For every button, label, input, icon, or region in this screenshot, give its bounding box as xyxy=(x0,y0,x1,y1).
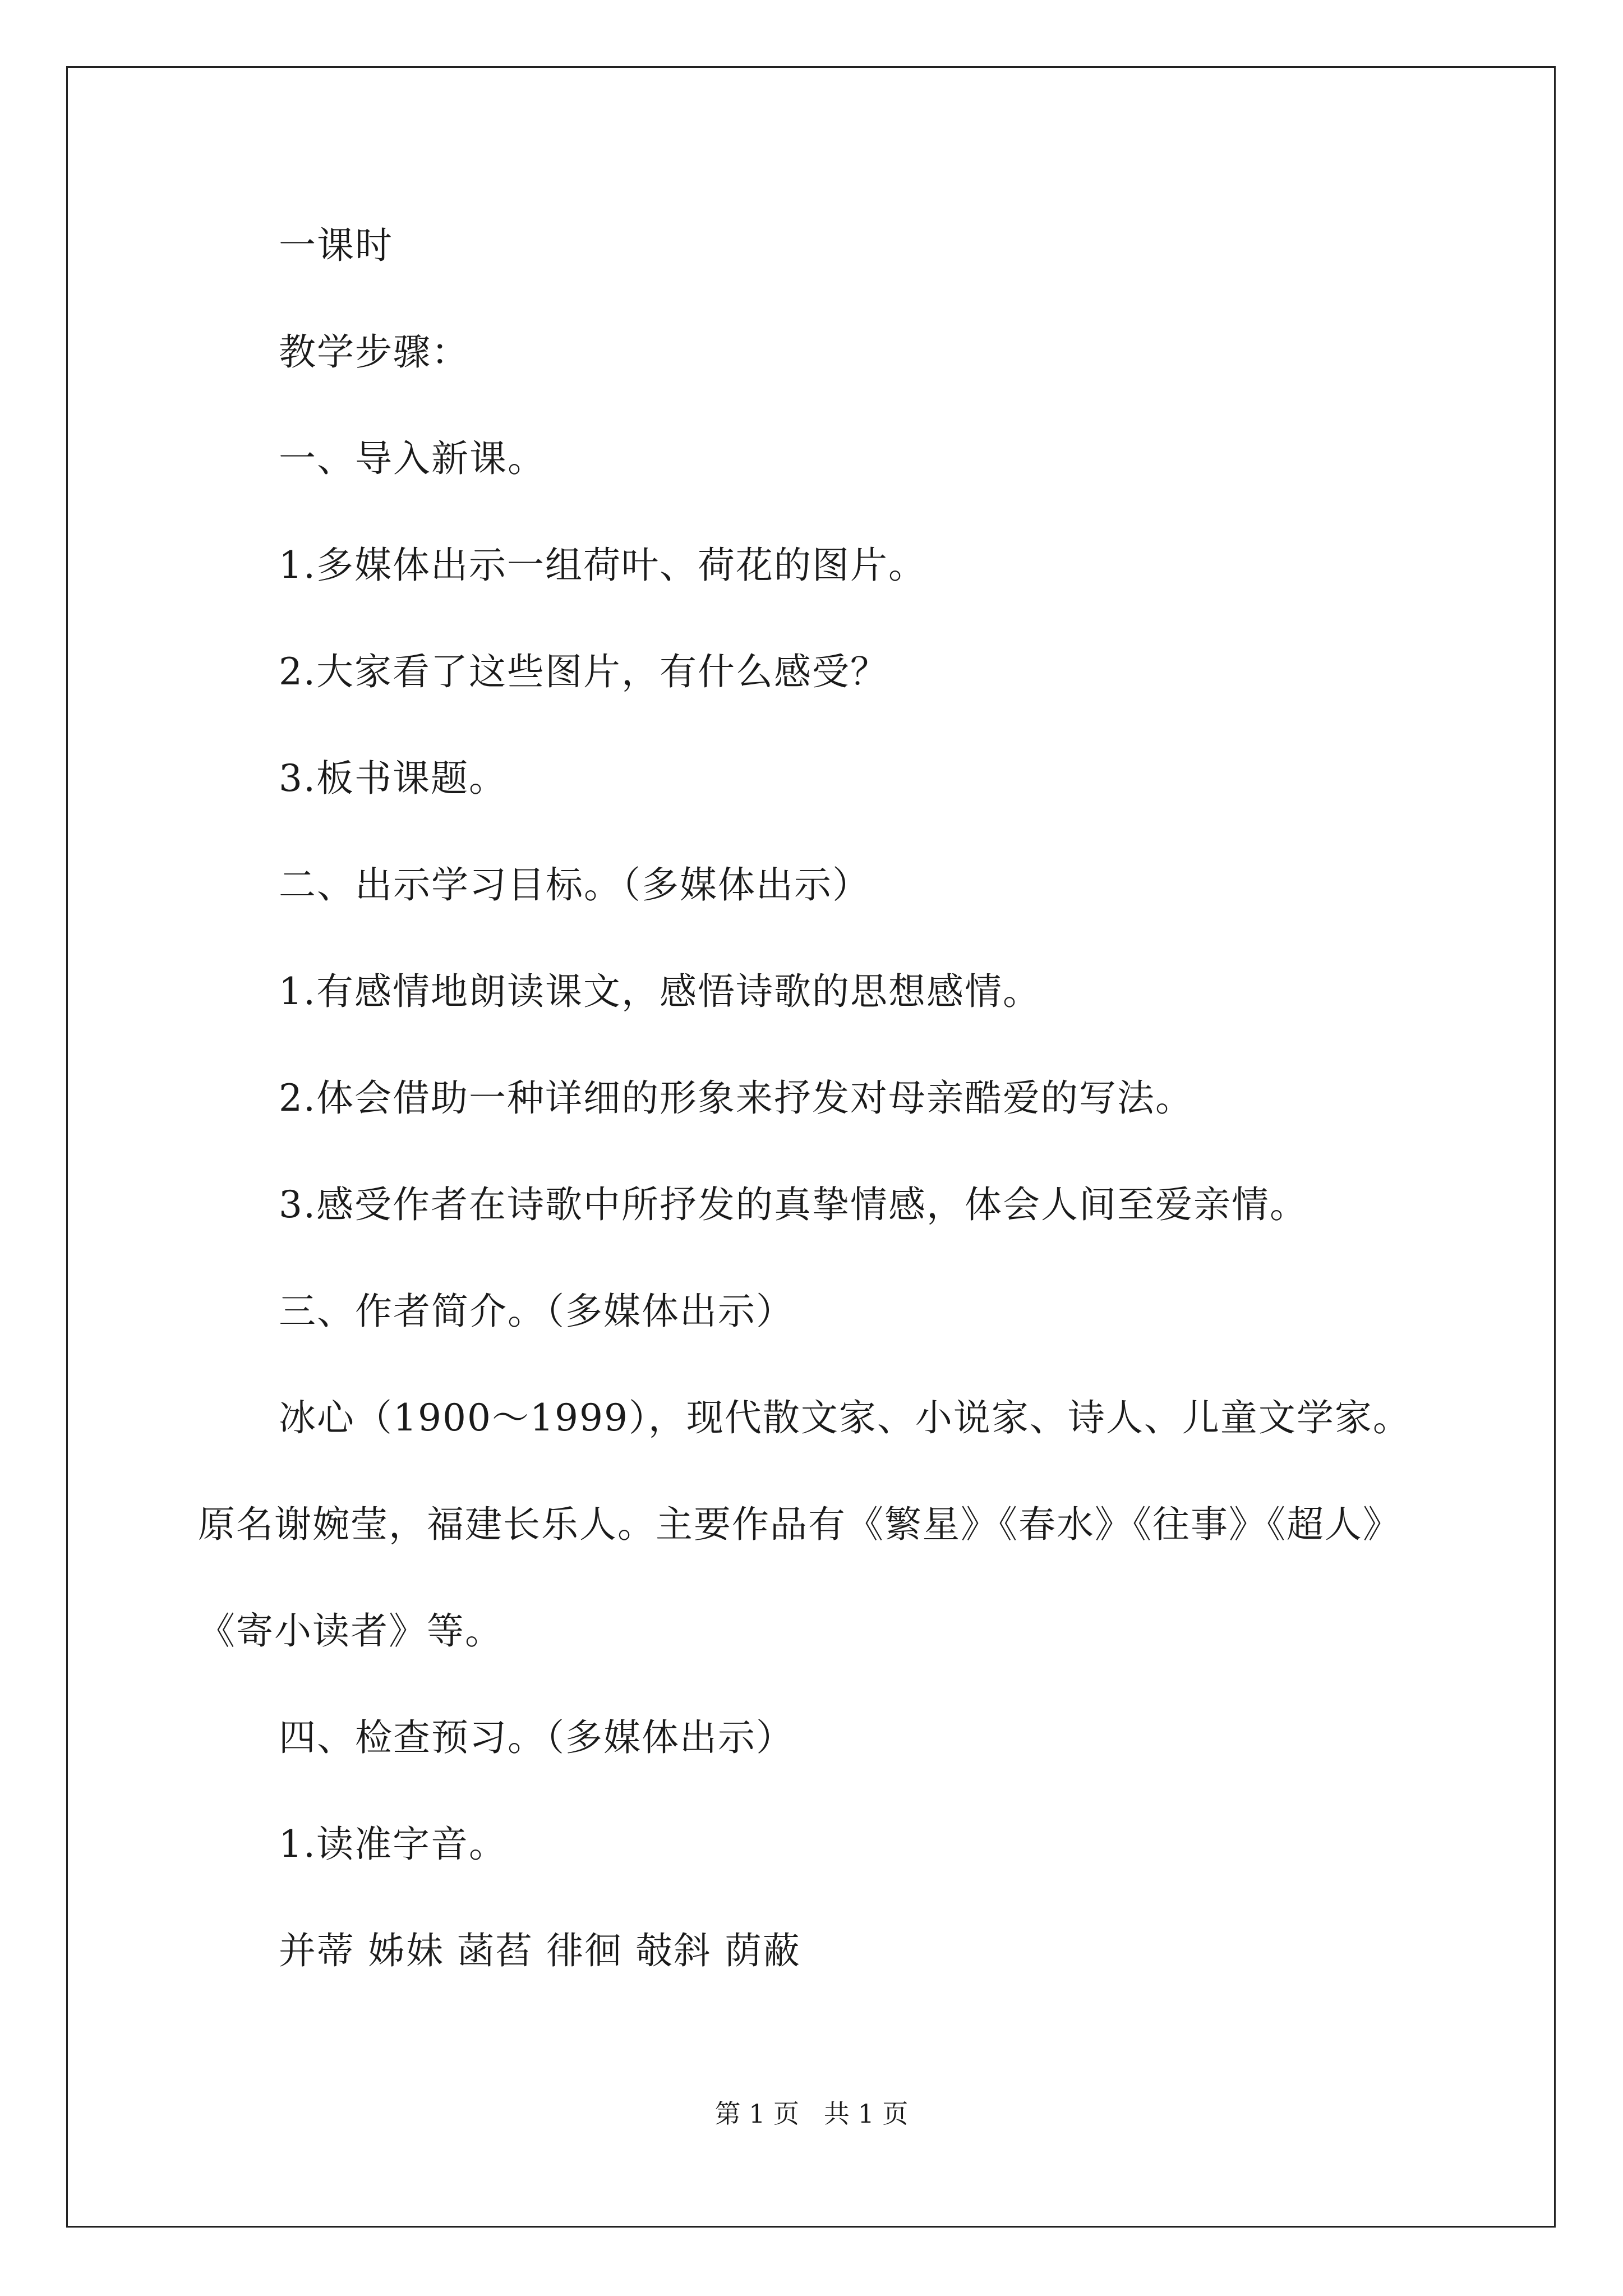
text-line-lesson-period: 一课时 xyxy=(279,224,393,267)
heading-author-intro: 三、作者简介。（多媒体出示） xyxy=(279,1290,794,1333)
text-line-step-1: 1.多媒体出示一组荷叶、荷花的图片。 xyxy=(279,544,926,587)
text-line-author-bio-2: 原名谢婉莹，福建长乐人。主要作品有《繁星》《春水》《往事》《超人》 xyxy=(198,1503,1401,1546)
text-line-step-3: 3.板书课题。 xyxy=(279,757,507,800)
text-line-read-pronunciation: 1.读准字音。 xyxy=(279,1823,507,1866)
text-line-author-bio-1: 冰心（1900～1999），现代散文家、小说家、诗人、儿童文学家。 xyxy=(279,1396,1411,1439)
text-line-teaching-steps: 教学步骤： xyxy=(279,330,469,374)
page-footer: 第 1 页 共 1 页 xyxy=(714,2099,909,2129)
heading-learning-goals: 二、出示学习目标。（多媒体出示） xyxy=(279,863,870,907)
heading-check-preview: 四、检查预习。（多媒体出示） xyxy=(279,1716,794,1759)
text-line-step-2: 2.大家看了这些图片，有什么感受？ xyxy=(279,650,888,693)
text-line-author-bio-3: 《寄小读者》等。 xyxy=(198,1609,503,1653)
text-line-goal-1: 1.有感情地朗读课文，感悟诗歌的思想感情。 xyxy=(279,970,1041,1013)
text-line-vocabulary: 并蒂 姊妹 菡萏 徘徊 攲斜 荫蔽 xyxy=(279,1929,801,1972)
heading-intro-new-lesson: 一、导入新课。 xyxy=(279,437,546,480)
page-border xyxy=(66,66,1556,2228)
text-line-goal-3: 3.感受作者在诗歌中所抒发的真挚情感，体会人间至爱亲情。 xyxy=(279,1183,1308,1226)
text-line-goal-2: 2.体会借助一种详细的形象来抒发对母亲酷爱的写法。 xyxy=(279,1076,1193,1120)
